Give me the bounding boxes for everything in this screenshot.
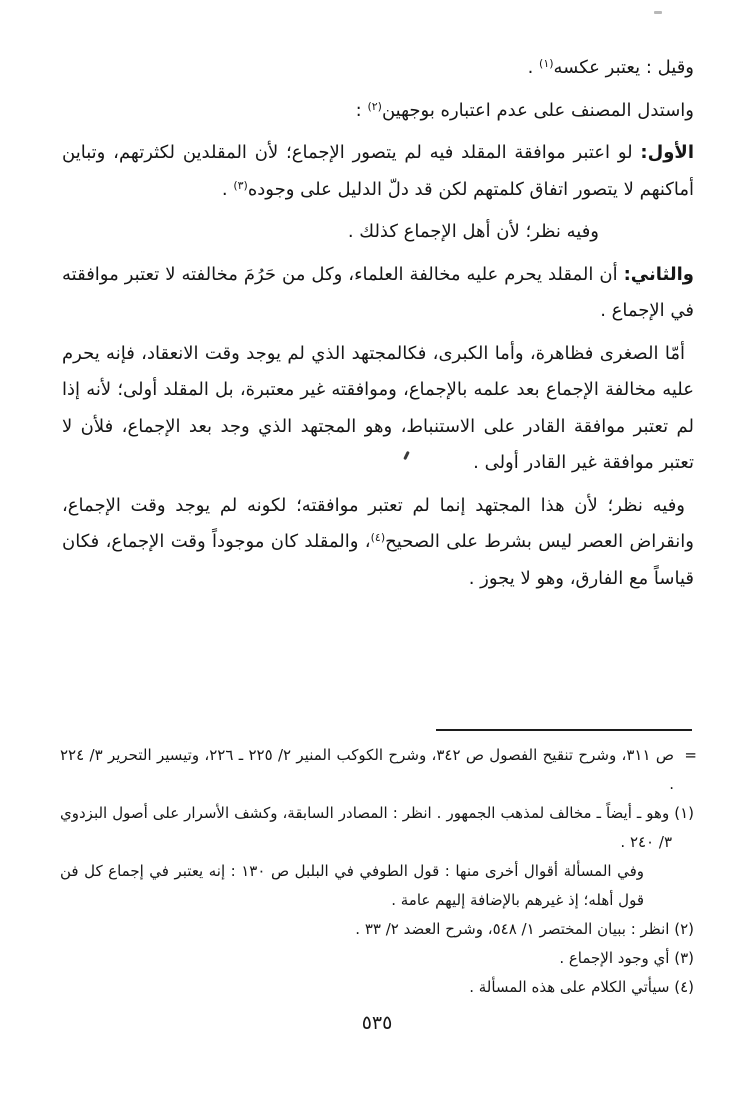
body-text: وفيه نظر؛ لأن أهل الإجماع كذلك . xyxy=(347,221,599,242)
footnote-text: سيأتي الكلام على هذه المسألة . xyxy=(469,978,670,996)
body-text: أن المقلد يحرم عليه مخالفة العلماء، وكل من حَرُمَ مخالفته لا تعتبر موافقته في الإجماع . xyxy=(62,263,694,321)
paragraph-lead: والثاني: xyxy=(623,263,694,285)
footnote xyxy=(60,915,694,944)
footnote-number: (٣) xyxy=(674,949,694,967)
paragraph xyxy=(62,50,694,87)
footnote-subparagraph xyxy=(60,857,694,915)
footnote-text: ص ٣١١، وشرح تنقيح الفصول ص ٣٤٢، وشرح الكوكب المنير ٢/ ٢٢٥ ـ ٢٢٦، وتيسير التحرير ٣/ ٢٢٤ . xyxy=(60,746,675,793)
body-text: . xyxy=(527,57,540,78)
paragraph xyxy=(62,135,694,208)
footnote-number: (٢) xyxy=(674,920,694,938)
paragraph xyxy=(62,214,694,251)
footnote-ref: (٢) xyxy=(367,99,382,113)
page-number: ٥٣٥ xyxy=(361,1012,393,1034)
footnotes xyxy=(60,741,697,1002)
footnote-continuation xyxy=(60,741,697,799)
body-text: وقيل : يعتبر عكسه xyxy=(553,57,694,78)
footnote-text: انظر : ببيان المختصر ١/ ٥٤٨، وشرح العضد ٢/ ٣٣ . xyxy=(355,920,670,938)
scan-artifact xyxy=(654,11,662,14)
paragraph xyxy=(62,488,694,598)
body-text: لو اعتبر موافقة المقلد فيه لم يتصور الإجماع؛ لأن المقلدين لكثرتهم، وتباين أماكنهم لا يتصور اتفاق كلمتهم لكن قد دلّ الدليل على وجوده xyxy=(62,142,694,200)
paragraph xyxy=(62,257,694,330)
footnote-text: وفي المسألة أقوال أخرى منها : قول الطوفي في البلبل ص ١٣٠ : إنه يعتبر في إجماع كل فن قول أهله؛ إذ غيرهم بالإضافة إليهم عامة . xyxy=(60,862,644,909)
footnote-number: (١) xyxy=(674,804,694,822)
body-text: ، والمقلد كان موجوداً وقت الإجماع، فكان قياساً مع الفارق، وهو لا يجوز . xyxy=(62,531,694,589)
paragraph xyxy=(62,93,694,130)
footnote-ref: (٣) xyxy=(233,178,248,192)
paragraph-lead: الأول: xyxy=(640,142,694,163)
body-text: أمّا الصغرى فظاهرة، وأما الكبرى، فكالمجتهد الذي لم يوجد وقت الانعقاد، فإنه يحرم عليه مخالفة الإجماع بعد علمه بالإجماع، وموافقته غير معتبرة، بل المقلد أولى؛ لأنه إذا لم تعتبر موافقة القادر على الاستنباط، وهو المجتهد الذي وجد بعد الإجماع، فلأن لا تعتبر موافقة غير القادر أولى . xyxy=(62,342,694,473)
body-text: واستدل المصنف على عدم اعتباره بوجهين xyxy=(381,99,694,121)
main-text xyxy=(62,50,694,603)
footnote xyxy=(60,944,694,973)
body-text: : xyxy=(355,99,368,121)
footnote-text: وهو ـ أيضاً ـ مخالف لمذهب الجمهور . انظر : المصادر السابقة، وكشف الأسرار على أصول البزدوي ٣/ ٢٤٠ . xyxy=(60,804,672,851)
footnote-ref: (٤) xyxy=(370,531,386,544)
footnote-number: (٤) xyxy=(674,978,694,996)
footnote xyxy=(60,799,694,857)
paragraph xyxy=(62,336,694,482)
footnote-divider xyxy=(436,729,692,731)
footnote xyxy=(60,973,694,1002)
continuation-mark: = xyxy=(684,746,697,764)
footnote-text: أي وجود الإجماع . xyxy=(559,949,670,967)
body-text: . xyxy=(221,178,234,200)
body-text: وفيه نظر؛ لأن هذا المجتهد إنما لم تعتبر موافقته؛ لكونه لم يوجد وقت الإجماع، وانقراض العصر ليس بشرط على الصحيح xyxy=(62,494,694,552)
footnote-ref: (١) xyxy=(539,57,554,70)
